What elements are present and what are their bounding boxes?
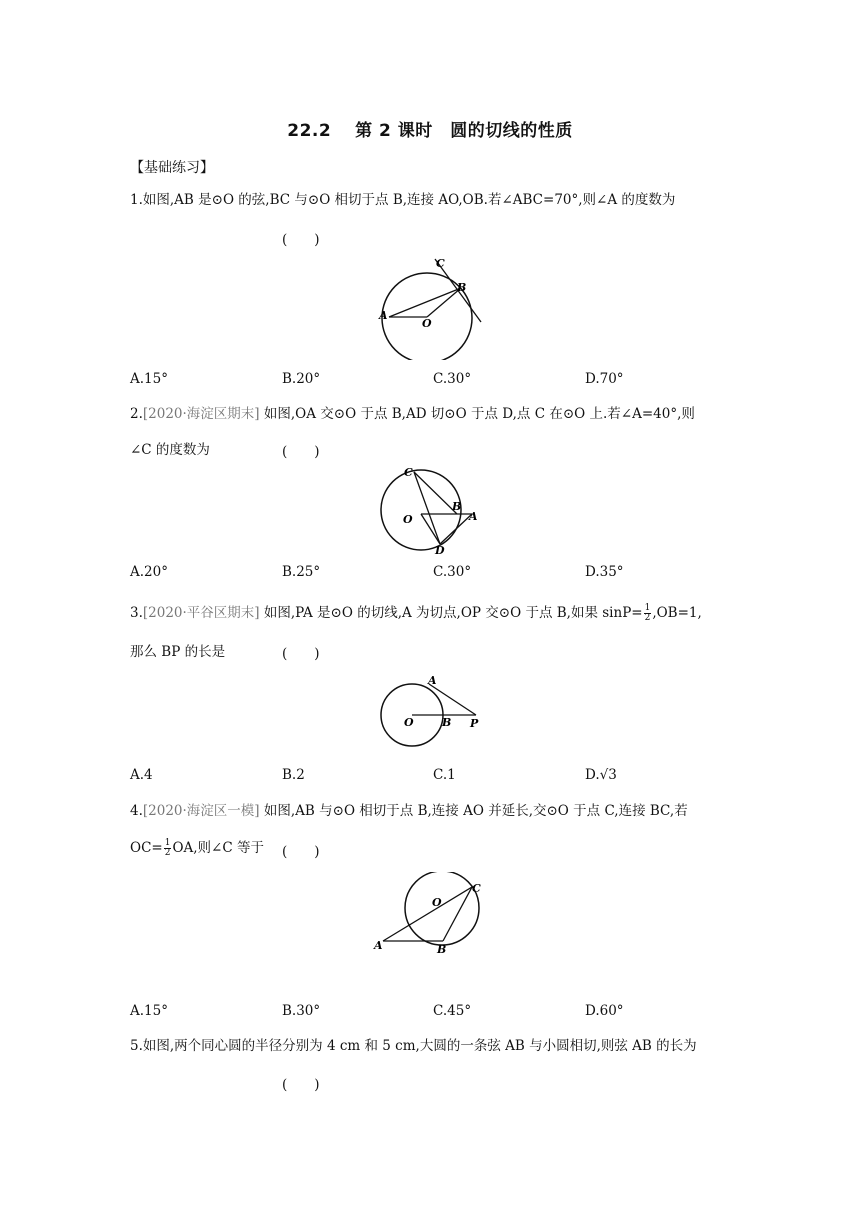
q3-option-a: A.4 xyxy=(130,767,153,783)
q2-option-a: A.20° xyxy=(130,564,168,580)
question-2-answer-blank: ( ) xyxy=(282,444,320,460)
q1-label-a: A xyxy=(379,309,388,322)
question-3-figure xyxy=(370,670,490,750)
q4-label-b: B xyxy=(437,943,447,956)
q4-fraction: $\frac{1}{2}$ xyxy=(164,838,171,858)
q3-option-d: D.√3 xyxy=(585,767,617,783)
q4-option-b: B.30° xyxy=(282,1003,321,1019)
q3-source: [2020·平谷区期末] xyxy=(142,605,260,621)
question-2-figure xyxy=(375,462,490,557)
q2-label-d: D xyxy=(435,544,445,557)
q3-label-p: P xyxy=(470,717,479,730)
q3-fraction: $\frac{1}{2}$ xyxy=(644,603,651,623)
q3-option-b: B.2 xyxy=(282,767,305,783)
question-1-answer-blank: ( ) xyxy=(282,232,320,248)
q4-stem: 如图,AB 与⊙O 相切于点 B,连接 AO 并延长,交⊙O 于点 C,连接 BC,若 xyxy=(263,803,688,819)
q4-option-c: C.45° xyxy=(433,1003,472,1019)
q3-option-c: C.1 xyxy=(433,767,456,783)
q2-label-a: A xyxy=(469,510,478,523)
question-3-answer-blank: ( ) xyxy=(282,646,320,662)
question-2-text: 2.[2020·海淀区期末] 如图,OA 交⊙O 于点 B,AD 切⊙O 于点 D,点 C 在⊙O 上.若∠A=40°,则 xyxy=(130,406,695,422)
q2-option-b: B.25° xyxy=(282,564,321,580)
q3-stem: 如图,PA 是⊙O 的切线,A 为切点,OP 交⊙O 于点 B,如果 sinP= xyxy=(263,605,643,621)
q3-label-a: A xyxy=(428,674,437,687)
q1-label-o: O xyxy=(422,317,432,330)
q2-label-b: B xyxy=(452,500,462,513)
page-title: 22.2 第 2 课时 圆的切线的性质 xyxy=(287,121,573,141)
section-heading: 【基础练习】 xyxy=(130,160,214,176)
q3-label-o: O xyxy=(404,716,414,729)
q1-option-c: C.30° xyxy=(433,371,472,387)
q4-source: [2020·海淀区一模] xyxy=(142,803,260,819)
question-2-text-line2: ∠C 的度数为 xyxy=(130,442,210,458)
q4-label-a: A xyxy=(374,939,383,952)
q3-label-b: B xyxy=(442,716,452,729)
q2-option-d: D.35° xyxy=(585,564,624,580)
question-4-answer-blank: ( ) xyxy=(282,844,320,860)
question-4-text-line2: OC= $\frac{1}{2}$ OA,则∠C 等于 xyxy=(130,838,264,858)
q4-label-o: O xyxy=(432,896,442,909)
q4-option-a: A.15° xyxy=(130,1003,168,1019)
question-1-figure xyxy=(370,255,495,360)
q1-label-b: B xyxy=(457,281,467,294)
q1-option-b: B.20° xyxy=(282,371,321,387)
question-3-text: 3.[2020·平谷区期末] 如图,PA 是⊙O 的切线,A 为切点,OP 交⊙O 于点 B,如果 sinP= $\frac{1}{2}$ ,OB=1, xyxy=(130,603,702,623)
question-1-text: 1.如图,AB 是⊙O 的弦,BC 与⊙O 相切于点 B,连接 AO,OB.若∠ABC=70°,则∠A 的度数为 xyxy=(130,192,676,208)
q1-option-a: A.15° xyxy=(130,371,168,387)
q2-stem: 如图,OA 交⊙O 于点 B,AD 切⊙O 于点 D,点 C 在⊙O 上.若∠A=40°,则 xyxy=(263,406,695,422)
q4-label-c: C xyxy=(472,882,481,895)
question-3-text-line2: 那么 BP 的长是 xyxy=(130,644,226,660)
q1-label-c: C xyxy=(436,257,445,270)
q2-label-o: O xyxy=(403,513,413,526)
q2-source: [2020·海淀区期末] xyxy=(142,406,260,422)
q2-option-c: C.30° xyxy=(433,564,472,580)
q2-label-c: C xyxy=(404,466,413,479)
question-5-answer-blank: ( ) xyxy=(282,1077,320,1093)
question-4-text: 4.[2020·海淀区一模] 如图,AB 与⊙O 相切于点 B,连接 AO 并延长,交⊙O 于点 C,连接 BC,若 xyxy=(130,803,688,819)
q4-option-d: D.60° xyxy=(585,1003,624,1019)
question-4-figure xyxy=(370,872,490,962)
q1-option-d: D.70° xyxy=(585,371,624,387)
question-5-text: 5.如图,两个同心圆的半径分别为 4 cm 和 5 cm,大圆的一条弦 AB 与小圆相切,则弦 AB 的长为 xyxy=(130,1038,697,1054)
